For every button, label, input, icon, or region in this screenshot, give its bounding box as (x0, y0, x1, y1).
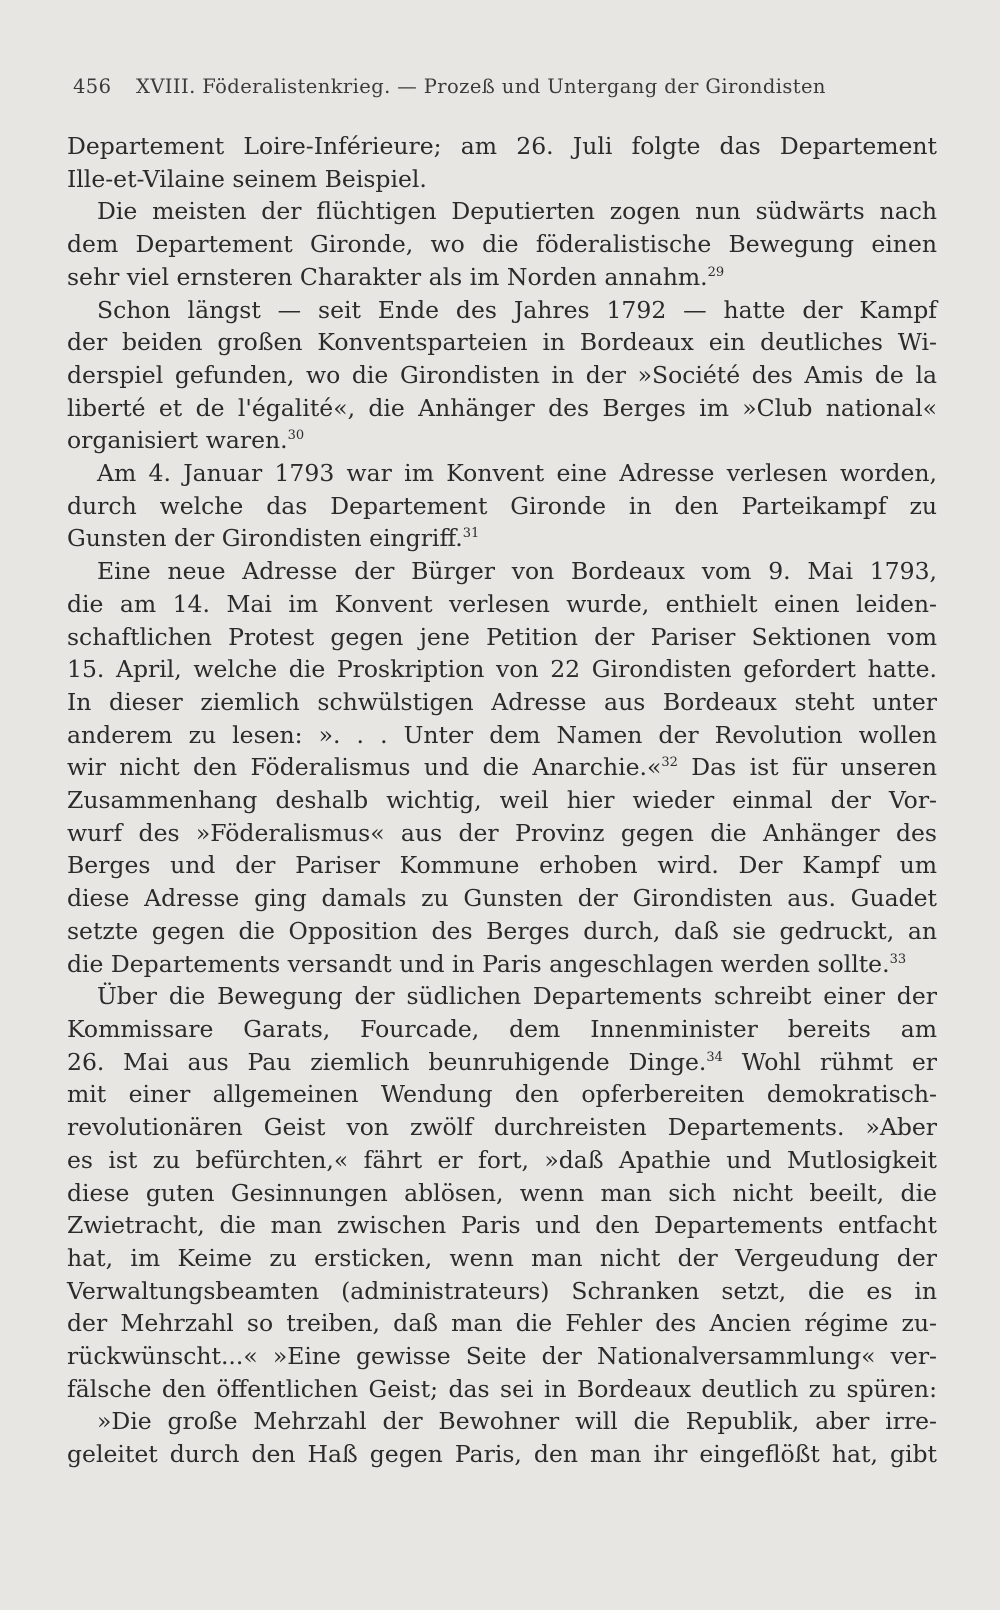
text-line (67, 392, 937, 425)
text-line (67, 1438, 937, 1471)
text-line (67, 882, 937, 915)
text-line (67, 522, 937, 555)
line-text: schaftlichen Protest gegen jene Petition der Pariser Sektionen vom (67, 622, 937, 651)
line-text: mit einer allgemeinen Wendung den opferbereiten demokratisch- (67, 1080, 937, 1109)
text-line (67, 555, 937, 588)
text-line (67, 261, 937, 294)
line-text: Zusammenhang deshalb wichtig, weil hier wieder einmal der Vor- (67, 786, 937, 815)
line-text: rückwünscht...« »Eine gewisse Seite der Nationalversammlung« ver- (67, 1342, 937, 1371)
line-text: diese guten Gesinnungen ablösen, wenn man sich nicht beeilt, die (67, 1178, 937, 1207)
text-line (67, 849, 937, 882)
footnote-marker: 34 (706, 1049, 723, 1065)
text-line (67, 228, 937, 261)
line-text: Kommissare Garats, Fourcade, dem Innenminister bereits am (67, 1014, 937, 1043)
line-text: Verwaltungsbeamten (administrateurs) Schranken setzt, die es in (67, 1276, 937, 1305)
line-text: die am 14. Mai im Konvent verlesen wurde, enthielt einen leiden- (67, 589, 937, 618)
line-text: liberté et de l'égalité«, die Anhänger des Berges im »Club national« (67, 393, 937, 422)
line-text: In dieser ziemlich schwülstigen Adresse aus Bordeaux steht unter (67, 687, 937, 716)
text-line (67, 1373, 937, 1406)
line-text: setzte gegen die Opposition des Berges durch, daß sie gedruckt, an (67, 916, 937, 945)
text-line (67, 915, 937, 948)
text-line (67, 1078, 937, 1111)
text-line (67, 1046, 937, 1079)
line-text-continued: Das ist für unseren (677, 753, 938, 782)
text-line (67, 1275, 937, 1308)
text-line (67, 686, 937, 719)
line-text: Departement Loire-Inférieure; am 26. Juli folgte das Departement (67, 132, 937, 160)
body-text (67, 130, 937, 1471)
text-line (67, 457, 937, 490)
text-line (67, 490, 937, 523)
text-line (67, 817, 937, 850)
line-text: der beiden großen Konventsparteien in Bordeaux ein deutliches Wi- (67, 328, 937, 357)
line-text: »Die große Mehrzahl der Bewohner will die Republik, aber irre- (97, 1407, 937, 1436)
line-text: durch welche das Departement Gironde in den Parteikampf zu (67, 491, 937, 520)
line-text: Die meisten der flüchtigen Deputierten zogen nun südwärts nach (97, 197, 937, 226)
line-text: hat, im Keime zu ersticken, wenn man nicht der Vergeudung der (67, 1243, 937, 1272)
text-line (67, 751, 937, 784)
line-text-continued: Wohl rühmt er (722, 1047, 937, 1076)
line-text: wir nicht den Föderalismus und die Anarchie.« (67, 753, 662, 782)
text-line (67, 1307, 937, 1340)
footnote-marker: 31 (462, 526, 480, 542)
line-text: Eine neue Adresse der Bürger von Bordeaux vom 9. Mai 1793, (97, 557, 937, 586)
line-text: dem Departement Gironde, wo die föderalistische Bewegung einen (67, 230, 937, 259)
page-number: 456 (73, 75, 112, 98)
line-text: die Departements versandt und in Paris angeschlagen werden sollte. (67, 949, 890, 978)
line-text: 26. Mai aus Pau ziemlich beunruhigende Dinge. (67, 1047, 707, 1076)
text-line (67, 294, 937, 327)
text-line (67, 326, 937, 359)
line-text: wurf des »Föderalismus« aus der Provinz gegen die Anhänger des (67, 818, 937, 847)
line-text: es ist zu befürchten,« fährt er fort, »daß Apathie und Mutlosigkeit (67, 1145, 937, 1174)
text-line (67, 948, 937, 981)
footnote-marker: 29 (707, 264, 725, 280)
text-line (67, 1111, 937, 1144)
footnote-marker: 30 (287, 428, 305, 444)
running-title: XVIII. Föderalistenkrieg. — Prozeß und Untergang der Girondisten (136, 75, 826, 98)
text-line (67, 195, 937, 228)
line-text: geleitet durch den Haß gegen Paris, den man ihr eingeflößt hat, gibt (67, 1440, 937, 1469)
text-line (67, 653, 937, 686)
text-line (67, 1242, 937, 1275)
line-text: organisiert waren. (67, 426, 288, 455)
line-text: diese Adresse ging damals zu Gunsten der Girondisten aus. Guadet (67, 884, 937, 913)
line-text: 15. April, welche die Proskription von 22 Girondisten gefordert hatte. (67, 655, 937, 684)
line-text: Berges und der Pariser Kommune erhoben wird. Der Kampf um (67, 851, 937, 880)
footnote-marker: 33 (889, 951, 907, 967)
text-line (67, 588, 937, 621)
line-text: Gunsten der Girondisten eingriff. (67, 524, 463, 553)
text-line (67, 359, 937, 392)
text-line (67, 1209, 937, 1242)
text-line (67, 163, 937, 196)
text-line (67, 1177, 937, 1210)
text-line (67, 130, 937, 163)
line-text: revolutionären Geist von zwölf durchreisten Departements. »Aber (67, 1113, 937, 1142)
line-text: Schon längst — seit Ende des Jahres 1792 — hatte der Kampf (97, 295, 937, 324)
line-text: der Mehrzahl so treiben, daß man die Fehler des Ancien régime zu- (67, 1309, 937, 1338)
text-line (67, 621, 937, 654)
text-line (67, 1013, 937, 1046)
line-text: Am 4. Januar 1793 war im Konvent eine Adresse verlesen worden, (97, 459, 937, 488)
line-text: anderem zu lesen: ». . . Unter dem Namen der Revolution wollen (67, 720, 937, 749)
text-line (67, 1144, 937, 1177)
running-header (73, 75, 933, 98)
line-text: Zwietracht, die man zwischen Paris und den Departements entfacht (67, 1211, 937, 1240)
text-line (67, 1405, 937, 1438)
text-line (67, 980, 937, 1013)
text-line (67, 424, 937, 457)
line-text: derspiel gefunden, wo die Girondisten in der »Société des Amis de la (67, 360, 937, 389)
line-text: Über die Bewegung der südlichen Departements schreibt einer der (97, 982, 937, 1011)
line-text: Ille-et-Vilaine seinem Beispiel. (67, 164, 427, 193)
line-text: sehr viel ernsteren Charakter als im Norden annahm. (67, 262, 708, 291)
text-line (67, 719, 937, 752)
line-text: fälsche den öffentlichen Geist; das sei in Bordeaux deutlich zu spüren: (67, 1374, 937, 1403)
text-line (67, 784, 937, 817)
footnote-marker: 32 (661, 755, 678, 771)
text-line (67, 1340, 937, 1373)
